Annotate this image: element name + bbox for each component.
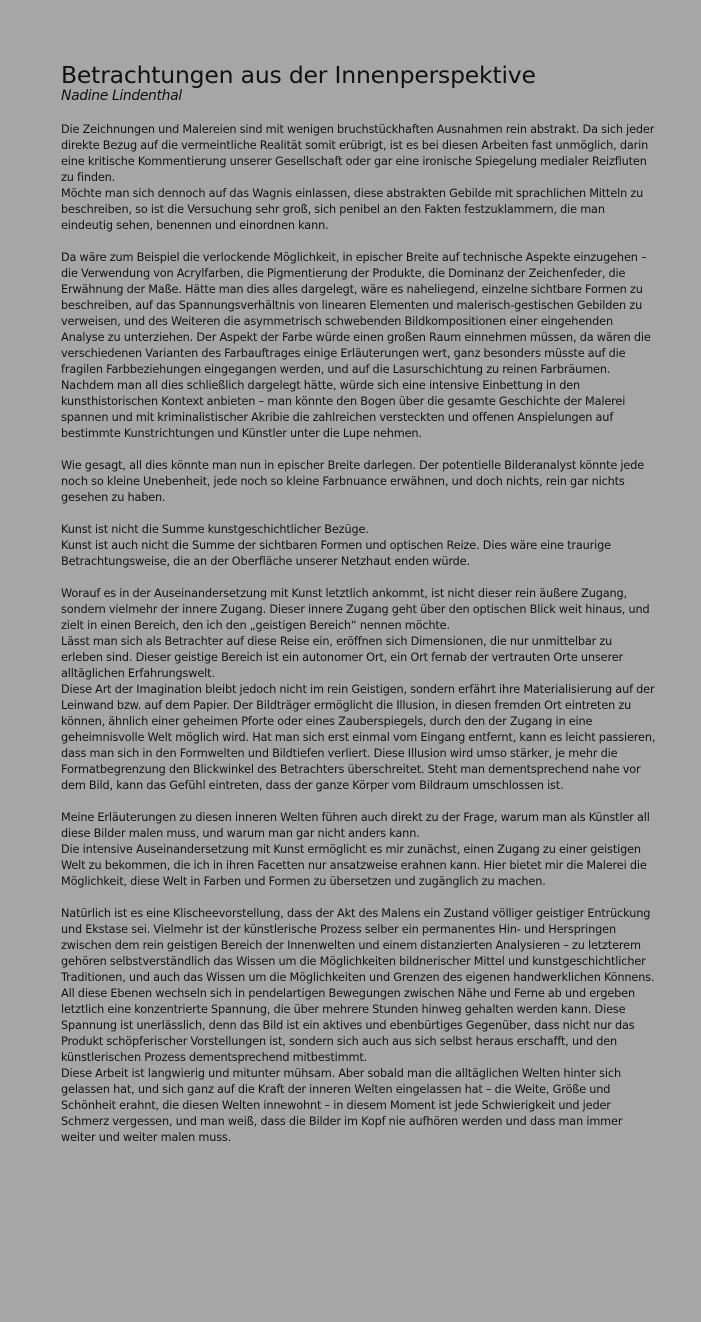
article-body	[61, 122, 657, 1146]
paragraph: Wie gesagt, all dies könnte man nun in epischer Breite darlegen. Der potentielle Bilderanalyst könnte jede noch so kleine Unebenheit, jede noch so kleine Farbnuance erwähnen, und doch nichts, rein gar nichts gesehen zu haben.	[61, 459, 645, 504]
paragraph: Kunst ist auch nicht die Summe der sichtbaren Formen und optischen Reize. Dies wäre eine traurige Betrachtungsweise, die an der Oberfläche unserer Netzhaut enden würde.	[61, 539, 611, 568]
article-title: Betrachtungen aus der Innenperspektive	[61, 61, 536, 89]
paragraph: Die Zeichnungen und Malereien sind mit wenigen bruchstückhaften Ausnahmen rein abstrakt. Da sich jeder direkte Bezug auf die vermeintliche Realität somit erübrigt, ist es bei diesen Arbeiten fast unmöglich, darin eine kritische Kommentierung unserer Gesellschaft oder gar eine ironische Spiegelung medialer Reizfluten zu finden.	[61, 123, 655, 184]
paragraph: Diese Arbeit ist langwierig und mitunter mühsam. Aber sobald man die alltäglichen Welten hinter sich gelassen hat, und sich ganz auf die Kraft der inneren Welten eingelassen hat – die Weite, Größe und Schönheit erahnt, die diesen Welten innewohnt – in diesem Moment ist jede Schwierigkeit und jeder Schmerz vergessen, und man weiß, dass die Bilder im Kopf nie aufhören werden und dass man immer weiter und weiter malen muss.	[61, 1067, 623, 1144]
paragraph: Worauf es in der Auseinandersetzung mit Kunst letztlich ankommt, ist nicht dieser rein äußere Zugang, sondern vielmehr der innere Zugang. Dieser innere Zugang geht über den optischen Blick weit hinaus, und zielt in einen Bereich, den ich den „geistigen Bereich“ nennen möchte.	[61, 587, 650, 632]
paragraph: Kunst ist nicht die Summe kunstgeschichtlicher Bezüge.	[61, 523, 369, 536]
paragraph: Die intensive Auseinandersetzung mit Kunst ermöglicht es mir zunächst, einen Zugang zu einer geistigen Welt zu bekommen, die ich in ihren Facetten nur ansatzweise erahnen kann. Hier bietet mir die Malerei die Möglichkeit, diese Welt in Farben und Formen zu übersetzen und zugänglich zu machen.	[61, 843, 647, 888]
paragraph: Natürlich ist es eine Klischeevorstellung, dass der Akt des Malens ein Zustand völliger geistiger Entrückung und Ekstase sei. Vielmehr ist der künstlerische Prozess selber ein permanentes Hin- und Herspringen zwischen dem rein geistigen Bereich der Innenwelten und einem distanzierten Analysieren – zu letzterem gehören selbstverständlich das Wissen um die Möglichkeiten bildnerischer Mittel und kunstgeschichtlicher Traditionen, und auch das Wissen um die Möglichkeiten und Grenzen des eigenen handwerklichen Könnens. All diese Ebenen wechseln sich in pendelartigen Bewegungen zwischen Nähe und Ferne ab und ergeben letztlich eine konzentrierte Spannung, die über mehrere Stunden hinweg gehalten werden kann. Diese Spannung ist unerlässlich, denn das Bild ist ein aktives und ebenbürtiges Gegenüber, dass nicht nur das Produkt schöpferischer Vorstellungen ist, sondern sich auch aus sich selbst heraus erschafft, und den künstlerischen Prozess dementsprechend mitbestimmt.	[61, 907, 655, 1064]
paragraph: Meine Erläuterungen zu diesen inneren Welten führen auch direkt zu der Frage, warum man als Künstler all diese Bilder malen muss, und warum man gar nicht anders kann.	[61, 811, 650, 840]
paragraph: Da wäre zum Beispiel die verlockende Möglichkeit, in epischer Breite auf technische Aspekte einzugehen – die Verwendung von Acrylfarben, die Pigmentierung der Produkte, die Dominanz der Zeichenfeder, die Erwähnung der Maße. Hätte man dies alles dargelegt, wäre es naheliegend, einzelne sichtbare Formen zu beschreiben, auf das Spannungsverhältnis von linearen Elementen und malerisch-gestischen Gebilden zu verweisen, und des Weiteren die asymmetrisch schwebenden Bildkompositionen einer eingehenden Analyse zu unterziehen. Der Aspekt der Farbe würde einen großen Raum einnehmen müssen, da wären die verschiedenen Varianten des Farbauftrages einige Erläuterungen wert, ganz besonders müsste auf die fragilen Farbbeziehungen eingegangen werden, und auf die Lasurschichtung zu reinen Farbräumen.	[61, 251, 651, 376]
article	[61, 58, 657, 1146]
paragraph: Diese Art der Imagination bleibt jedoch nicht im rein Geistigen, sondern erfährt ihre Materialisierung auf der Leinwand bzw. auf dem Papier. Der Bildträger ermöglicht die Illusion, in diesen fremden Ort eintreten zu können, ähnlich einer geheimen Pforte oder eines Zauberspiegels, durch den der Zugang in eine geheimnisvolle Welt möglich wird. Hat man sich erst einmal vom Eingang entfernt, kann es leicht passieren, dass man sich in den Formwelten und Bildtiefen verliert. Diese Illusion wird umso stärker, je mehr die Formatbegrenzung den Blickwinkel des Betrachters überschreitet. Steht man dementsprechend nahe vor dem Bild, kann das Gefühl eintreten, dass der ganze Körper vom Bildraum umschlossen ist.	[61, 683, 656, 792]
paragraph: Nachdem man all dies schließlich dargelegt hätte, würde sich eine intensive Einbettung in den kunsthistorischen Kontext anbieten – man könnte den Bogen über die gesamte Geschichte der Malerei spannen und mit kriminalistischer Akribie die zahlreichen versteckten und offenen Anspielungen auf bestimmte Kunstrichtungen und Künstler unter die Lupe nehmen.	[61, 379, 626, 440]
paragraph: Lässt man sich als Betrachter auf diese Reise ein, eröffnen sich Dimensionen, die nur unmittelbar zu erleben sind. Dieser geistige Bereich ist ein autonomer Ort, ein Ort fernab der vertrauten Orte unserer alltäglichen Erfahrungswelt.	[61, 635, 623, 680]
article-author: Nadine Lindenthal	[61, 88, 182, 104]
paragraph: Möchte man sich dennoch auf das Wagnis einlassen, diese abstrakten Gebilde mit sprachlichen Mitteln zu beschreiben, so ist die Versuchung sehr groß, sich penibel an den Fakten festzuklammern, die man eindeutig sehen, benennen und einordnen kann.	[61, 187, 644, 232]
